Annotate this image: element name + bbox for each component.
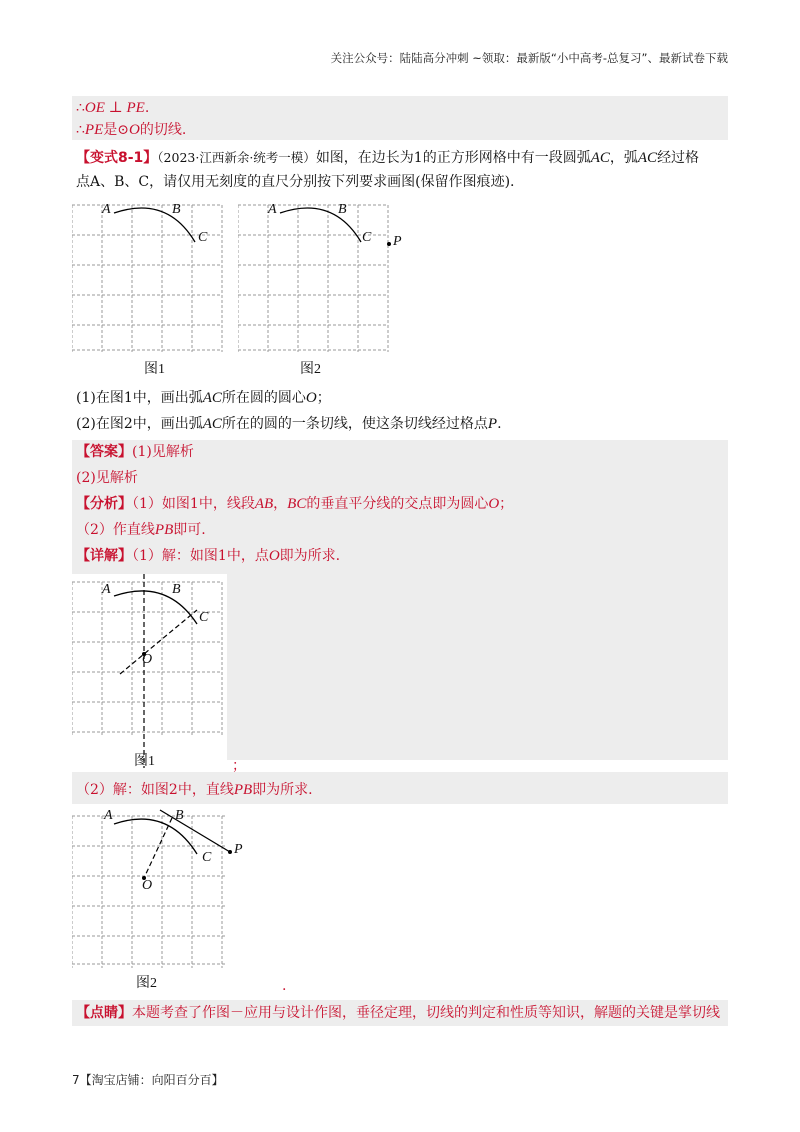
semicolon: ； (232, 758, 246, 774)
analysis-line-2: （2）作直线PB即可. (76, 522, 206, 538)
label-a: A (102, 202, 111, 217)
comment-tag: 【点睛】 (76, 1005, 132, 1021)
fig1-caption: 图1 (144, 362, 165, 377)
label-c: C (362, 230, 372, 245)
page-footer (72, 1071, 224, 1088)
variant-tag: 【变式8-1】 (76, 150, 158, 166)
shop-name: 【淘宝店铺：向阳百分百】 (79, 1073, 224, 1087)
fig2-caption: 图2 (136, 976, 157, 991)
figure-1-problem (72, 200, 227, 377)
detail-tag: 【详解】 (76, 548, 132, 564)
page-number: 7 (72, 1073, 80, 1087)
arc-ac (114, 591, 197, 624)
label-c: C (202, 850, 212, 865)
label-a: A (268, 202, 277, 217)
analysis-line-1: 【分析】（1）如图1中，线段AB，BC的垂直平分线的交点即为圆心O； (76, 496, 514, 512)
answer-tag: 【答案】 (76, 444, 132, 460)
label-o: O (142, 652, 153, 667)
question-2: (2)在图2中，画出弧AC所在的圆的一条切线，使这条切线经过格点P. (76, 416, 502, 432)
problem-line-1: 【变式8-1】（2023·江西新余·统考一模）如图，在边长为1的正方形网格中有一段圆弧AC，弧AC经过格 (76, 150, 700, 166)
label-c: C (199, 610, 209, 625)
point-p (387, 242, 391, 246)
answer-line-2: (2)见解析 (76, 470, 138, 486)
problem-line-2: 点A、B、C，请仅用无刻度的直尺分别按下列要求画图(保留作图痕迹). (76, 174, 515, 190)
label-p: P (234, 842, 243, 857)
answer-line-1: 【答案】(1)见解析 (76, 444, 194, 460)
radius-ob (144, 818, 172, 878)
proof-line-2: ∴PE是⊙O的切线. (76, 122, 187, 138)
label-c: C (198, 230, 208, 245)
proof-line-1: ∴OE ⊥ PE. (76, 100, 150, 116)
question-1: (1)在图1中，画出弧AC所在圆的圆心O； (76, 390, 331, 406)
figure-1-solution (72, 574, 227, 770)
point-p (228, 850, 232, 854)
label-a: A (102, 582, 111, 597)
comment-line: 【点睛】本题考查了作图－应用与设计作图，垂径定理，切线的判定和性质等知识，解题的关键是掌切线 (76, 1005, 720, 1021)
label-b: B (172, 202, 181, 217)
detail-line-1: 【详解】（1）解：如图1中，点O即为所求. (76, 548, 341, 564)
fig2-caption: 图2 (300, 362, 321, 377)
analysis-tag: 【分析】 (76, 496, 132, 512)
period: . (282, 978, 287, 994)
label-b: B (338, 202, 347, 217)
fig1-caption: 图1 (134, 754, 155, 769)
figure-2-solution (72, 806, 252, 992)
label-b: B (172, 582, 181, 597)
figure-2-problem (238, 200, 408, 377)
arc-ac (114, 208, 195, 242)
arc-ac (280, 208, 361, 242)
label-a: A (104, 808, 113, 823)
page-header: 关注公众号：陆陆高分冲刺 ~领取：最新版“小中高考-总复习”、最新试卷下载 (330, 51, 728, 65)
label-o: O (142, 878, 153, 893)
label-b: B (175, 808, 184, 823)
detail-line-2: （2）解：如图2中，直线PB即为所求. (76, 782, 313, 798)
label-p: P (393, 234, 402, 249)
